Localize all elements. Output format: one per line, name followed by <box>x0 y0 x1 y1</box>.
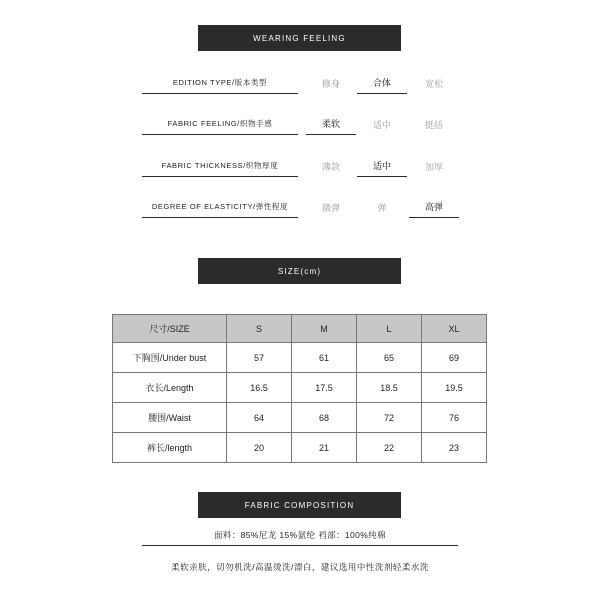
table-cell: 21 <box>292 433 357 463</box>
table-row <box>113 343 487 373</box>
header-cell: L <box>357 315 422 343</box>
table-cell: 17.5 <box>292 373 357 403</box>
feel-option: 挺括 <box>424 119 443 130</box>
table-cell: 20 <box>227 433 292 463</box>
size-title: SIZE(cm) <box>277 266 322 276</box>
table-cell: 22 <box>357 433 422 463</box>
table-cell: 72 <box>357 403 422 433</box>
feel-option: 适中 <box>372 119 391 130</box>
header-cell: S <box>227 315 292 343</box>
table-cell: 76 <box>422 403 487 433</box>
feel-row-fabric-thickness <box>0 155 600 185</box>
feel-label: FABRIC FEELING/织物手感 <box>142 113 298 135</box>
table-cell: 19.5 <box>422 373 487 403</box>
feel-option: 微弹 <box>321 202 340 213</box>
table-cell: 57 <box>227 343 292 373</box>
feel-row-elasticity <box>0 196 600 226</box>
composition-text: 面料：85%尼龙 15%氨纶 裆部：100%纯棉 <box>142 524 458 546</box>
table-row <box>113 373 487 403</box>
care-instructions: 柔软亲肤，切勿机洗/高温烫洗/漂白，建议选用中性洗剂轻柔水洗 <box>171 562 429 572</box>
feel-option: 弹 <box>377 202 387 213</box>
feel-label: FABRIC THICKNESS/织物厚度 <box>142 155 298 177</box>
table-cell: 64 <box>227 403 292 433</box>
wearing-feeling-banner <box>198 25 401 51</box>
row-label: 衣长/Length <box>113 373 227 403</box>
feel-option-selected: 适中 <box>357 155 407 177</box>
feel-row-edition-type <box>0 72 600 102</box>
table-cell: 18.5 <box>357 373 422 403</box>
feel-option: 修身 <box>321 78 340 89</box>
row-label: 下胸围/Under bust <box>113 343 227 373</box>
size-banner <box>198 258 401 284</box>
row-label: 腰围/Waist <box>113 403 227 433</box>
wearing-feeling-title: WEARING FEELING <box>253 33 346 43</box>
feel-option-selected: 合体 <box>357 72 407 94</box>
feel-option: 宽松 <box>424 78 443 89</box>
header-cell: M <box>292 315 357 343</box>
header-cell: 尺寸/SIZE <box>113 315 227 343</box>
size-table <box>112 314 487 463</box>
table-cell: 61 <box>292 343 357 373</box>
feel-option-selected: 高弹 <box>409 196 459 218</box>
header-cell: XL <box>422 315 487 343</box>
row-label: 裤长/length <box>113 433 227 463</box>
feel-option: 薄款 <box>321 161 340 172</box>
feel-label: DEGREE OF ELASTICITY/弹性程度 <box>142 196 298 218</box>
feel-label: EDITION TYPE/版本类型 <box>142 72 298 94</box>
size-table-header <box>113 315 487 343</box>
table-cell: 23 <box>422 433 487 463</box>
feel-option: 加厚 <box>424 161 443 172</box>
table-cell: 65 <box>357 343 422 373</box>
table-cell: 16.5 <box>227 373 292 403</box>
table-row <box>113 403 487 433</box>
fabric-composition-title: FABRIC COMPOSITION <box>244 500 355 510</box>
table-cell: 69 <box>422 343 487 373</box>
feel-row-fabric-feeling <box>0 113 600 143</box>
fabric-composition-banner <box>198 492 401 518</box>
feel-option-selected: 柔软 <box>306 113 356 135</box>
table-cell: 68 <box>292 403 357 433</box>
table-row <box>113 433 487 463</box>
